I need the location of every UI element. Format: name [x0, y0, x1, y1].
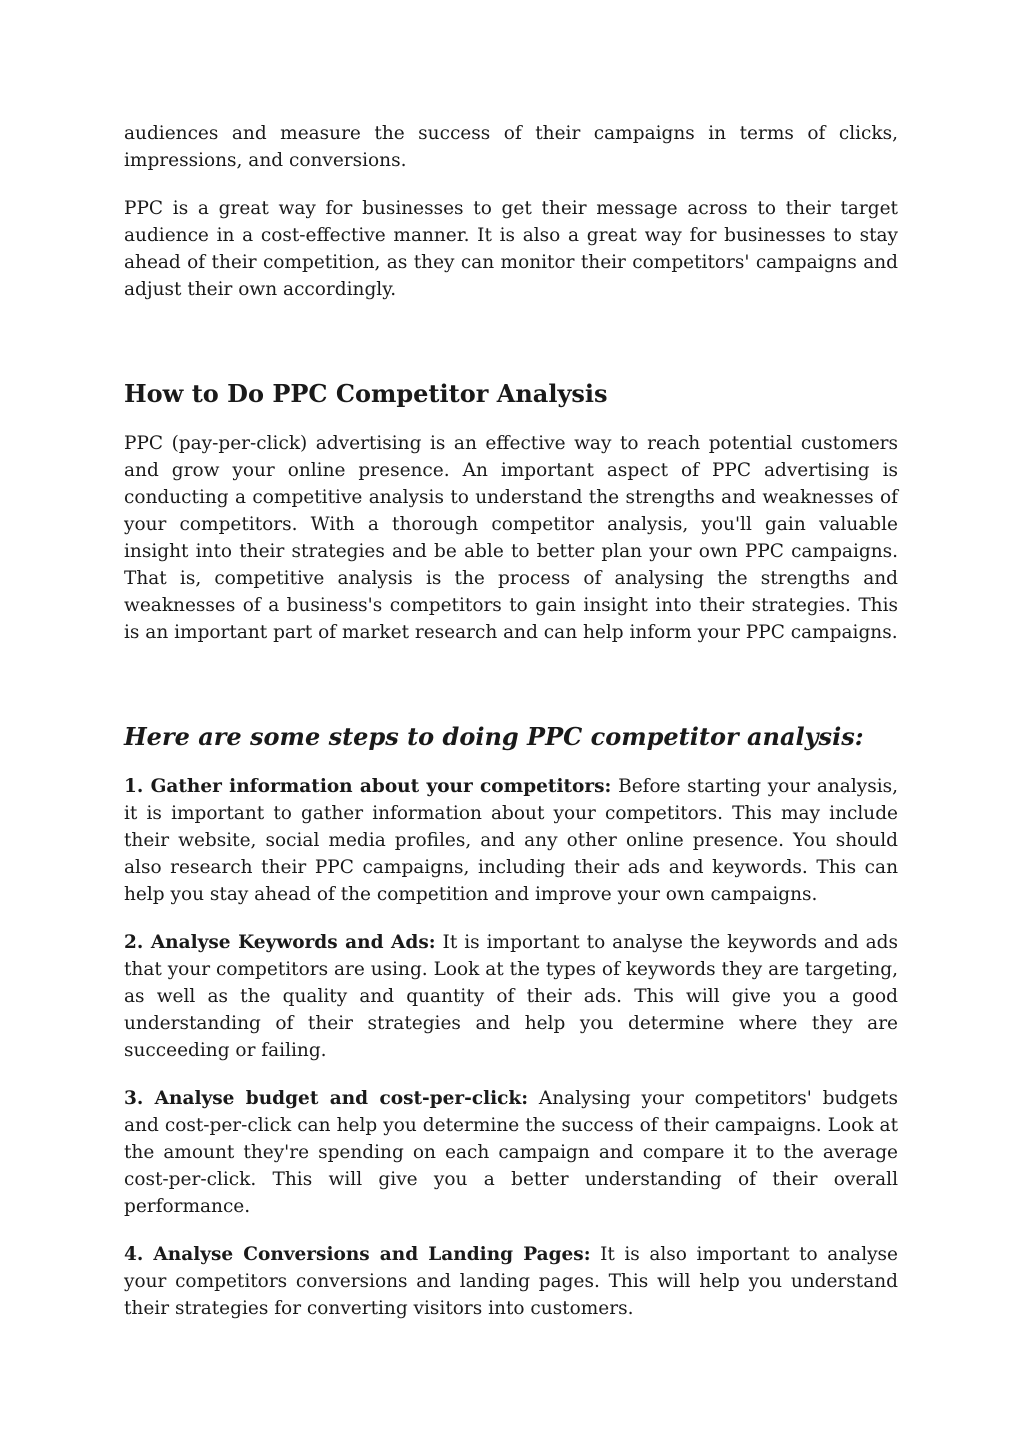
- intro-paragraph-2: PPC is a great way for businesses to get their message across to their target audience in a cost-effective manner. It is also a great way for businesses to stay ahead of their competition, as they can monitor their competitors' campaigns and adjust their own accordingly.: [124, 198, 898, 300]
- step-paragraph-3: [124, 1085, 898, 1220]
- step-text-2: It is important to analyse the keywords and ads that your competitors are using. Look at the types of keywords they are targeting, as well as the quality and quantity of their ads. This will give you a good understanding of their strategies and help you determine where they are succeeding or failing.: [124, 932, 898, 1061]
- step-title-1: 1. Gather information about your competitors:: [124, 776, 612, 797]
- section-paragraph-competitor-analysis: PPC (pay-per-click) advertising is an effective way to reach potential customers and grow your online presence. An important aspect of PPC advertising is conducting a competitive analysis to understand the strengths and weaknesses of your competitors. With a thorough competitor analysis, you'll gain valuable insight into their strategies and be able to better plan your own PPC campaigns. That is, competitive analysis is the process of analysing the strengths and weaknesses of a business's competitors to gain insight into their strategies. This is an important part of market research and can help inform your PPC campaigns.: [124, 433, 898, 643]
- section-heading-steps: Here are some steps to doing PPC competitor analysis:: [124, 722, 864, 751]
- intro-paragraph-1: audiences and measure the success of their campaigns in terms of clicks, impressions, and conversions.: [124, 123, 898, 171]
- step-text-3: Analysing your competitors' budgets and cost-per-click can help you determine the success of their campaigns. Look at the amount they're spending on each campaign and compare it to the average cost-per-click. This will give you a better understanding of their overall performance.: [124, 1088, 898, 1217]
- document-page: [124, 120, 898, 1322]
- step-text-1: Before starting your analysis, it is important to gather information about your competitors. This may include their website, social media profiles, and any other online presence. You should also research their PPC campaigns, including their ads and keywords. This can help you stay ahead of the competition and improve your own campaigns.: [124, 776, 898, 905]
- step-text-4: It is also important to analyse your competitors conversions and landing pages. This will help you understand their strategies for converting visitors into customers.: [124, 1244, 899, 1319]
- section-heading-competitor-analysis: How to Do PPC Competitor Analysis: [124, 379, 608, 408]
- step-paragraph-1: [124, 773, 898, 908]
- step-title-4: 4. Analyse Conversions and Landing Pages:: [124, 1244, 591, 1265]
- step-paragraph-2: [124, 929, 898, 1064]
- step-title-3: 3. Analyse budget and cost-per-click:: [124, 1088, 529, 1109]
- step-paragraph-4: [124, 1241, 898, 1322]
- step-title-2: 2. Analyse Keywords and Ads:: [124, 932, 436, 953]
